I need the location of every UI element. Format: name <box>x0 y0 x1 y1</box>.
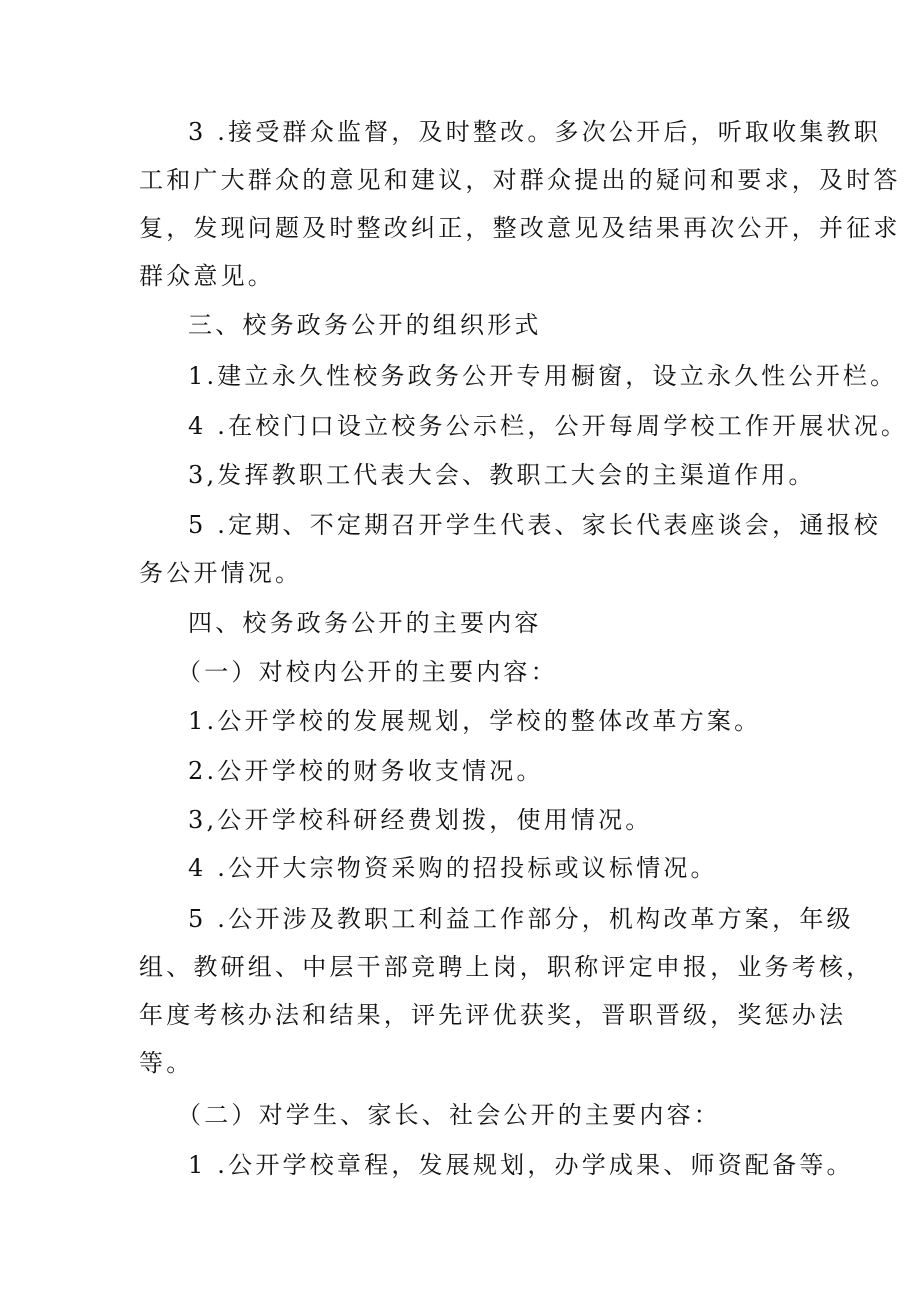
paragraph-line: 组、教研组、中层干部竞聘上岗，职称评定申报，业务考核， <box>139 953 874 981</box>
section-heading: 三、校务政务公开的组织形式 <box>188 311 542 339</box>
paragraph-line: 复，发现问题及时整改纠正，整改意见及结果再次公开，并征求 <box>139 214 901 242</box>
section-heading: 四、校务政务公开的主要内容 <box>188 609 542 637</box>
list-item: 1.建立永久性校务政务公开专用橱窗，设立永久性公开栏。 <box>188 362 898 390</box>
list-item: 5 .公开涉及教职工利益工作部分，机构改革方案，年级 <box>188 905 854 933</box>
list-item: 5 .定期、不定期召开学生代表、家长代表座谈会，通报校 <box>188 511 881 539</box>
paragraph-line: 年度考核办法和结果，评先评优获奖，晋职晋级，奖惩办法 <box>139 1001 847 1029</box>
paragraph-line: 群众意见。 <box>139 262 275 290</box>
list-item: 3,发挥教职工代表大会、教职工大会的主渠道作用。 <box>188 461 816 489</box>
paragraph-line: 等。 <box>139 1049 194 1077</box>
list-item: 1 .公开学校章程，发展规划，办学成果、师资配备等。 <box>188 1151 854 1179</box>
paragraph-line: 务公开情况。 <box>139 559 303 587</box>
list-item: 3,公开学校科研经费划拨，使用情况。 <box>188 806 653 834</box>
list-item: 4 .在校门口设立校务公示栏，公开每周学校工作开展状况。 <box>188 412 909 440</box>
subsection-heading: （二）对学生、家长、社会公开的主要内容： <box>177 1101 721 1129</box>
list-item: 2.公开学校的财务收支情况。 <box>188 757 544 785</box>
paragraph-line: 工和广大群众的意见和建议，对群众提出的疑问和要求，及时答 <box>139 166 901 194</box>
list-item: 4 .公开大宗物资采购的招投标或议标情况。 <box>188 854 718 882</box>
list-item: 1.公开学校的发展规划，学校的整体改革方案。 <box>188 707 762 735</box>
paragraph-line: 3 .接受群众监督，及时整改。多次公开后，听取收集教职 <box>188 118 881 146</box>
subsection-heading: （一）对校内公开的主要内容： <box>177 658 558 686</box>
